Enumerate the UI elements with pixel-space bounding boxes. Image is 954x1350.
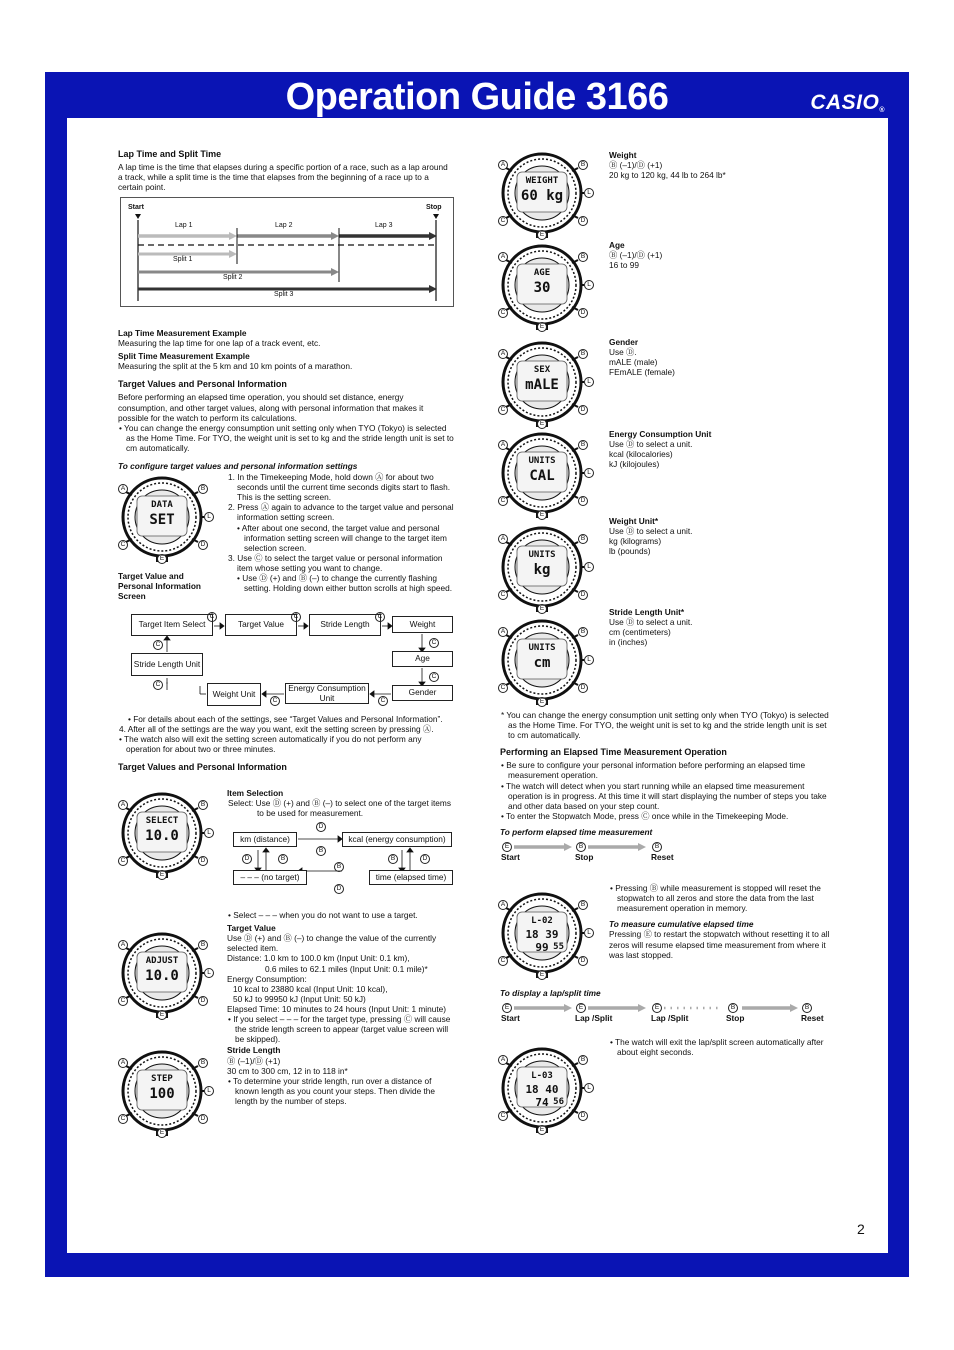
lap-flow <box>500 1002 830 1024</box>
watch-illustration <box>118 1046 213 1138</box>
paragraph: Ⓑ (–1)/Ⓓ (+1) <box>609 160 663 171</box>
a-button-icon: A <box>118 800 128 810</box>
l-button-icon: L <box>584 928 594 938</box>
c-button-icon: C <box>498 590 508 600</box>
item-time: time (elapsed time) <box>369 870 453 885</box>
b-button-icon: B <box>578 1055 588 1065</box>
flow-start: Start <box>501 852 520 862</box>
bullet: • Use Ⓓ (+) and Ⓑ (–) to change the currently flashing setting. Holding down either button scrolls at high speed. <box>237 573 453 594</box>
a-button-icon: A <box>118 940 128 950</box>
paragraph: in (inches) <box>609 637 648 648</box>
a-button-icon: A <box>498 1055 508 1065</box>
c-button-icon: C <box>118 1114 128 1124</box>
b-button-icon: B <box>728 1003 738 1013</box>
subheading: To display a lap/split time <box>500 988 601 998</box>
c-button-icon: C <box>153 680 163 690</box>
watch-display-line2: 18 39 99 <box>525 928 559 955</box>
paragraph: 30 cm to 300 cm, 12 in to 118 in* <box>227 1065 348 1076</box>
watch-illustration <box>118 928 213 1020</box>
split2-label: Split 2 <box>223 274 243 281</box>
b-button-icon: B <box>388 854 398 864</box>
bullet: • The watch will exit the lap/split screen automatically after about eight seconds. <box>610 1037 824 1058</box>
watch-display-line1: STEP <box>151 1074 173 1084</box>
l-button-icon: L <box>584 1083 594 1093</box>
paragraph: Select: Use Ⓓ (+) and Ⓑ (–) to select one of the target items to be used for measurement. <box>228 798 451 819</box>
target-value-section <box>227 910 457 1106</box>
c-button-icon: C <box>498 683 508 693</box>
weight-unit-info <box>609 516 809 556</box>
paragraph: Use Ⓓ. <box>609 347 637 358</box>
subheading: Item Selection <box>227 788 284 798</box>
l-button-icon: L <box>584 188 594 198</box>
watch-illustration <box>498 1043 593 1135</box>
item-no-target: – – – (no target) <box>233 870 307 885</box>
l-button-icon: L <box>204 828 214 838</box>
paragraph: Ⓑ (–1)/Ⓓ (+1) <box>227 1055 281 1066</box>
paragraph: Distance: 1.0 km to 100.0 km (Input Unit: 0.1 km), <box>227 953 410 964</box>
watch-display-line1: SEX <box>533 365 551 375</box>
e-button-icon: E <box>157 554 167 564</box>
b-button-icon: B <box>198 1058 208 1068</box>
flow-weight-unit: Weight Unit <box>207 683 261 706</box>
e-button-icon: E <box>157 1010 167 1020</box>
e-button-icon: E <box>576 1003 586 1013</box>
b-button-icon: B <box>652 842 662 852</box>
paragraph: 20 kg to 120 kg, 44 lb to 264 lb* <box>609 170 726 181</box>
d-button-icon: D <box>198 1114 208 1124</box>
l-button-icon: L <box>584 655 594 665</box>
b-button-icon: B <box>278 854 288 864</box>
paragraph: Pressing Ⓔ to restart the stopwatch without resetting it to all zeros will resume elapsed time measurement from where it was last stopped. <box>609 929 830 960</box>
subheading: Weight Unit* <box>609 516 659 526</box>
watch-display-line1: DATA <box>151 500 173 510</box>
flow-age: Age <box>392 651 453 667</box>
d-button-icon: D <box>578 216 588 226</box>
section-heading: Lap Time and Split Time <box>118 149 222 159</box>
watch-display-line2: 60 kg <box>520 188 564 204</box>
start-label: Start <box>128 204 144 211</box>
watch-display-line1: ADJUST <box>145 956 179 966</box>
b-button-icon: B <box>802 1003 812 1013</box>
flow-weight: Weight <box>392 616 453 633</box>
l-button-icon: L <box>204 512 214 522</box>
c-button-icon: C <box>498 496 508 506</box>
subheading: To perform elapsed time measurement <box>500 826 653 837</box>
d-button-icon: D <box>198 996 208 1006</box>
d-button-icon: D <box>420 854 430 864</box>
bullet: • To enter the Stopwatch Mode, press Ⓒ once while in the Timekeeping Mode. <box>501 810 789 821</box>
watch-display-line2: cm <box>533 655 551 671</box>
subheading: Lap Time Measurement Example <box>118 328 247 338</box>
d-button-icon: D <box>198 856 208 866</box>
e-button-icon: E <box>537 230 547 240</box>
d-button-icon: D <box>316 822 326 832</box>
paragraph: Ⓑ (–1)/Ⓓ (+1) <box>609 250 663 261</box>
paragraph: lb (pounds) <box>609 546 651 557</box>
c-button-icon: C <box>118 996 128 1006</box>
c-button-icon: C <box>498 1111 508 1121</box>
section-heading: Target Values and Personal Information <box>118 762 287 773</box>
subheading: Stride Length <box>227 1045 281 1056</box>
b-button-icon: B <box>334 862 344 872</box>
bullet: • After about one second, the target value and personal information setting screen will change to the target item selection screen. <box>237 522 447 553</box>
flow-target-value: Target Value <box>225 614 297 636</box>
paragraph: 16 to 99 <box>609 260 639 271</box>
watch-display-line3: 56 <box>553 1097 564 1107</box>
b-button-icon: B <box>578 349 588 359</box>
screen-caption: Target Value and Personal Information Screen <box>118 571 201 602</box>
watch-display-line1: L-02 <box>531 916 553 926</box>
l-button-icon: L <box>204 968 214 978</box>
flow-start: Start <box>501 1013 520 1023</box>
watch-illustration <box>498 148 593 240</box>
lap-split-diagram <box>120 197 454 307</box>
lap3-label: Lap 3 <box>375 222 393 229</box>
step: 3. Use Ⓒ to select the target value or personal information item whose setting you want to change. <box>228 552 443 573</box>
e-button-icon: E <box>537 697 547 707</box>
flow-stop: Stop <box>726 1013 745 1023</box>
e-button-icon: E <box>652 1003 662 1013</box>
d-button-icon: D <box>578 308 588 318</box>
lap-split-section <box>118 149 454 192</box>
bullet: • The watch will detect when you start running while an elapsed time measurement operation is in progress. At this time it will start displaying the number of steps you take and other data based on your step count. <box>501 780 827 811</box>
watch-illustration <box>118 788 213 880</box>
paragraph: Use Ⓓ to select a unit. <box>609 439 693 450</box>
subheading: Energy Consumption Unit <box>609 429 712 439</box>
a-button-icon: A <box>498 160 508 170</box>
paragraph: 10 kcal to 23880 kcal (Input Unit: 10 kcal), <box>233 983 388 994</box>
l-button-icon: L <box>584 377 594 387</box>
flow-lap-split: Lap /Split <box>575 1013 613 1023</box>
section-heading: Performing an Elapsed Time Measurement Operation <box>500 747 727 758</box>
paragraph: Measuring the split at the 5 km and 10 km points of a marathon. <box>118 361 353 372</box>
watch-display-line1: UNITS <box>528 643 556 653</box>
b-button-icon: B <box>578 900 588 910</box>
c-button-icon: C <box>429 638 439 648</box>
a-button-icon: A <box>118 484 128 494</box>
paragraph: FEmALE (female) <box>609 367 675 378</box>
c-button-icon: C <box>118 540 128 550</box>
watch-illustration <box>498 428 593 520</box>
subheading: Age <box>609 240 625 250</box>
watch-illustration <box>498 888 593 980</box>
b-button-icon: B <box>578 627 588 637</box>
subheading: To configure target values and personal information settings <box>118 461 358 472</box>
paragraph: Use Ⓓ (+) and Ⓑ (–) to change the value of the currently selected item. <box>227 933 437 954</box>
item-km: km (distance) <box>233 832 297 847</box>
c-button-icon: C <box>291 612 301 622</box>
watch-display-line2: 30 <box>533 280 551 296</box>
b-button-icon: B <box>578 534 588 544</box>
l-button-icon: L <box>584 280 594 290</box>
paragraph: kg (kilograms) <box>609 536 662 547</box>
performing-section <box>500 710 830 837</box>
l-button-icon: L <box>584 562 594 572</box>
watch-display-line1: SELECT <box>145 816 179 826</box>
d-button-icon: D <box>578 1111 588 1121</box>
split3-label: Split 3 <box>274 291 294 298</box>
paragraph: kJ (kilojoules) <box>609 459 660 470</box>
brand-logo: CASIO® <box>810 91 885 115</box>
b-button-icon: B <box>316 846 326 856</box>
c-button-icon: C <box>153 640 163 650</box>
paragraph: Before performing an elapsed time operation, you should set distance, energy consumption, and other target values, along with personal information that makes it possible for the watch to perform its calculations. <box>118 392 424 423</box>
e-button-icon: E <box>537 419 547 429</box>
gender-info <box>609 337 809 377</box>
d-button-icon: D <box>578 496 588 506</box>
watch-display-line2: 10.0 <box>145 968 179 984</box>
flow-stride-unit: Stride Length Unit <box>131 653 203 676</box>
a-button-icon: A <box>498 900 508 910</box>
perform-flow <box>500 841 700 863</box>
subheading: Stride Length Unit* <box>609 607 685 617</box>
watch-display-line2: mALE <box>525 377 559 393</box>
subheading: Target Value <box>227 923 276 934</box>
d-button-icon: D <box>242 854 252 864</box>
paragraph: cm (centimeters) <box>609 627 671 638</box>
paragraph: Elapsed Time: 10 minutes to 24 hours (Input Unit: 1 minute) <box>227 1003 447 1014</box>
e-button-icon: E <box>537 604 547 614</box>
watch-display-line2: SET <box>149 512 175 528</box>
watch-display-line2: 18 40 74 <box>525 1083 559 1110</box>
b-button-icon: B <box>198 484 208 494</box>
flow-stop: Stop <box>575 852 594 862</box>
footnote: * You can change the energy consumption unit setting only when TYO (Tokyo) is selected as the Home Time. For TYO, the weight unit is set to kg and the stride length unit is set to cm automatically. <box>501 710 829 741</box>
l-button-icon: L <box>584 468 594 478</box>
item-selection <box>227 788 455 818</box>
flow-lap-split: Lap /Split <box>651 1013 689 1023</box>
configure-steps <box>227 472 455 593</box>
watch-illustration <box>498 615 593 707</box>
c-button-icon: C <box>498 216 508 226</box>
c-button-icon: C <box>498 405 508 415</box>
bullet: • The watch also will exit the setting screen automatically if you do not perform any operation for about two or three minutes. <box>119 734 422 755</box>
step: 4. After all of the settings are the way you want, exit the setting screen by pressing Ⓐ. <box>119 724 434 735</box>
subheading: Gender <box>609 337 639 347</box>
settings-flow <box>120 610 460 710</box>
subheading: Weight <box>609 150 637 160</box>
c-button-icon: C <box>118 856 128 866</box>
c-button-icon: C <box>270 696 280 706</box>
c-button-icon: C <box>498 308 508 318</box>
c-button-icon: C <box>375 612 385 622</box>
flow-gender: Gender <box>392 685 453 701</box>
flow-stride-length: Stride Length <box>309 614 381 636</box>
watch-illustration <box>498 522 593 614</box>
d-button-icon: D <box>334 884 344 894</box>
e-button-icon: E <box>537 510 547 520</box>
b-button-icon: B <box>576 842 586 852</box>
bullet: • For details about each of the settings, see “Target Values and Personal Information”. <box>128 714 443 724</box>
examples <box>118 328 454 471</box>
e-button-icon: E <box>502 842 512 852</box>
reset-note <box>609 883 837 960</box>
e-button-icon: E <box>537 1125 547 1135</box>
configure-notes <box>118 714 454 775</box>
e-button-icon: E <box>537 322 547 332</box>
exit-note <box>609 1037 837 1057</box>
c-button-icon: C <box>207 612 217 622</box>
display-lap-heading <box>500 988 830 998</box>
bullet: • You can change the energy consumption unit setting only when TYO (Tokyo) is selected as the Home Time. For TYO, the weight unit is set to kg and the stride length unit is set to cm automatically. <box>119 422 454 453</box>
flow-reset: Reset <box>801 1013 824 1023</box>
d-button-icon: D <box>578 590 588 600</box>
step: 2. Press Ⓐ again to advance to the target value and personal information setting screen. <box>228 502 454 523</box>
watch-display-line2: 100 <box>149 1086 175 1102</box>
split1-label: Split 1 <box>173 256 193 263</box>
c-button-icon: C <box>498 956 508 966</box>
a-button-icon: A <box>498 252 508 262</box>
stride-unit-info <box>609 607 809 647</box>
bullet: • If you select – – – for the target type, pressing Ⓒ will cause the stride length screen to appear (target value screen will be skipped). <box>228 1014 451 1045</box>
section-heading: Target Values and Personal Information <box>118 379 287 390</box>
a-button-icon: A <box>498 534 508 544</box>
weight-info <box>609 150 809 180</box>
a-button-icon: A <box>118 1058 128 1068</box>
step: 1. In the Timekeeping Mode, hold down Ⓐ for about two seconds until the current time seconds digits start to flash. This is the setting screen. <box>228 472 451 503</box>
c-button-icon: C <box>378 696 388 706</box>
paragraph: kcal (kilocalories) <box>609 449 673 460</box>
e-button-icon: E <box>537 970 547 980</box>
flow-reset: Reset <box>651 852 674 862</box>
watch-display-line1: UNITS <box>528 456 556 466</box>
paragraph: Use Ⓓ to select a unit. <box>609 526 693 537</box>
bullet: • Select – – – when you do not want to use a target. <box>228 910 418 920</box>
paragraph: 50 kJ to 99950 kJ (Input Unit: 50 kJ) <box>233 993 366 1004</box>
a-button-icon: A <box>498 440 508 450</box>
watch-display-line1: L-03 <box>531 1071 553 1081</box>
paragraph: Use Ⓓ to select a unit. <box>609 617 693 628</box>
watch-display-line1: WEIGHT <box>525 176 559 186</box>
d-button-icon: D <box>198 540 208 550</box>
lap1-label: Lap 1 <box>175 222 193 229</box>
item-selection-diagram <box>230 822 456 894</box>
watch-display-line2: CAL <box>529 468 555 484</box>
b-button-icon: B <box>578 440 588 450</box>
b-button-icon: B <box>198 800 208 810</box>
watch-display-line3: 55 <box>553 942 564 952</box>
paragraph: Energy Consumption: <box>227 973 307 984</box>
stop-label: Stop <box>426 204 442 211</box>
energy-unit-info <box>609 429 809 469</box>
watch-display-line1: AGE <box>533 268 551 278</box>
item-kcal: kcal (energy consumption) <box>342 832 452 847</box>
paragraph: 0.6 miles to 62.1 miles (Input Unit: 0.1 mile)* <box>265 963 428 974</box>
page-number: 2 <box>857 1221 865 1237</box>
paragraph: A lap time is the time that elapses during a specific portion of a race, such as a lap around a track, while a split time is the time that elapses from the beginning of a race up to a certain point. <box>118 161 448 193</box>
watch-display-line2: kg <box>533 562 551 578</box>
d-button-icon: D <box>578 683 588 693</box>
page-title: Operation Guide 3166 <box>285 76 669 118</box>
bullet: • Pressing Ⓑ while measurement is stopped will reset the stopwatch to all zeros and store the data from the last measurement operation in memory. <box>610 883 821 914</box>
e-button-icon: E <box>157 870 167 880</box>
l-button-icon: L <box>204 1086 214 1096</box>
b-button-icon: B <box>578 252 588 262</box>
a-button-icon: A <box>498 349 508 359</box>
lap2-label: Lap 2 <box>275 222 293 229</box>
d-button-icon: D <box>578 956 588 966</box>
flow-target-item: Target Item Select <box>131 614 213 636</box>
subheading: To measure cumulative elapsed time <box>609 919 754 930</box>
watch-illustration <box>498 240 593 332</box>
watch-illustration <box>118 472 213 564</box>
subheading: Split Time Measurement Example <box>118 351 250 362</box>
bullet: • Be sure to configure your personal information before performing an elapsed time measurement operation. <box>501 760 806 781</box>
d-button-icon: D <box>578 405 588 415</box>
b-button-icon: B <box>578 160 588 170</box>
watch-illustration <box>498 337 593 429</box>
bullet: • To determine your stride length, run over a distance of known length as you count your steps. Then divide the length by the number of steps. <box>228 1075 436 1106</box>
a-button-icon: A <box>498 627 508 637</box>
e-button-icon: E <box>157 1128 167 1138</box>
b-button-icon: B <box>198 940 208 950</box>
watch-display-line1: UNITS <box>528 550 556 560</box>
age-info <box>609 240 809 270</box>
c-button-icon: C <box>429 672 439 682</box>
paragraph: mALE (male) <box>609 357 658 368</box>
flow-energy-unit: Energy Consumption Unit <box>285 683 369 704</box>
watch-display-line2: 10.0 <box>145 828 179 844</box>
e-button-icon: E <box>502 1003 512 1013</box>
paragraph: Measuring the lap time for one lap of a track event, etc. <box>118 338 321 349</box>
